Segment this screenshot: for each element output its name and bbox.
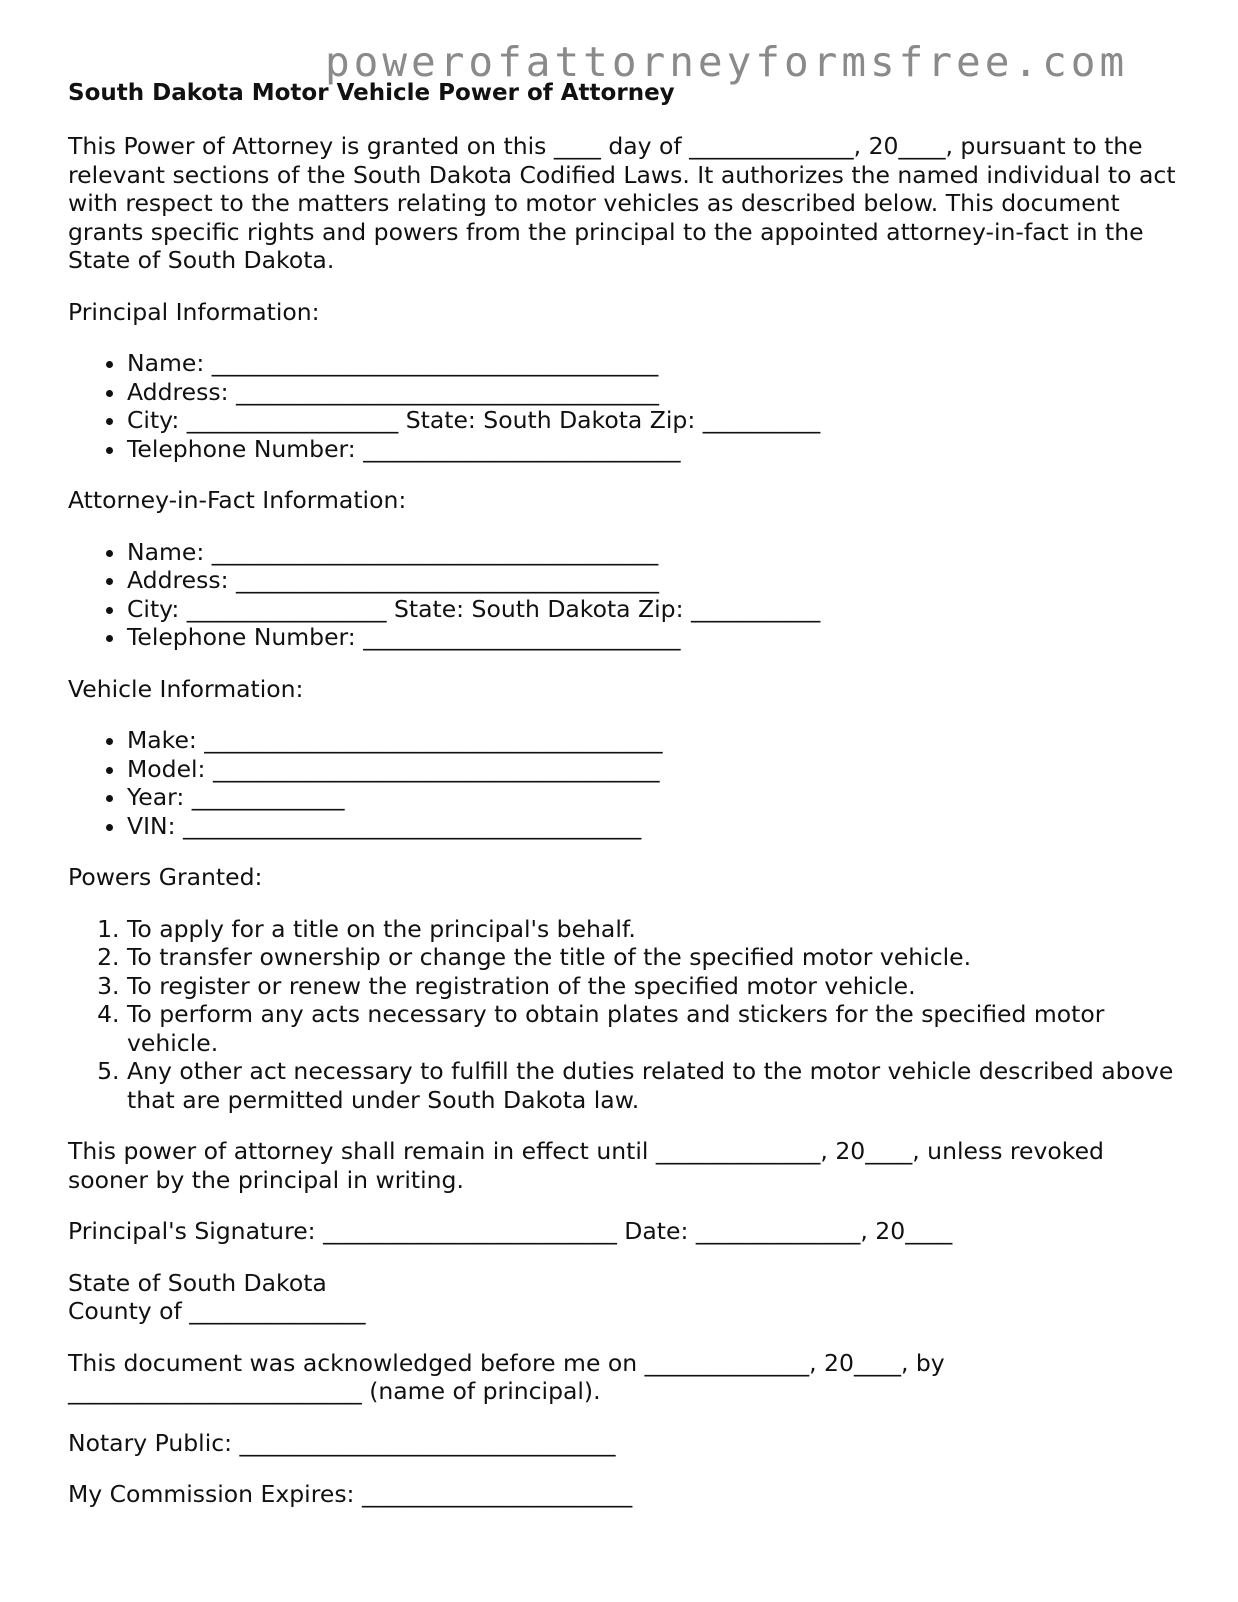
notary-public-line: Notary Public: ________________________________ [68,1428,616,1457]
vehicle-info-list [68,726,1178,840]
vehicle-make-field: • Make: _______________________________________ [127,726,1178,755]
vehicle-vin-field: • VIN: _______________________________________ [127,812,1178,841]
principal-section-label: Principal Information: [68,297,320,326]
power-item: 3. To register or renew the registration of the specified motor vehicle. [127,972,1178,1001]
principal-signature-line: Principal's Signature: _________________________ Date: ______________, 20____ [68,1217,953,1245]
acknowledgement-paragraph: This document was acknowledged before me on ______________, 20____, by _________________________ (name of principal). [68,1348,945,1405]
power-item: 5. Any other act necessary to fulfill the duties related to the motor vehicle described above that are permitted under South Dakota law. [127,1057,1178,1114]
venue-block [68,1269,1178,1326]
power-item: 1. To apply for a title on the principal's behalf. [127,915,1178,944]
attorney-section-label: Attorney-in-Fact Information: [68,486,407,514]
county-line: County of _______________ [68,1297,366,1325]
principal-telephone-field: • Telephone Number: ___________________________ [127,435,1178,464]
document-title: South Dakota Motor Vehicle Power of Attorney [68,80,675,106]
powers-section-label: Powers Granted: [68,863,263,891]
principal-city-state-zip-field: • City: __________________ State: South Dakota Zip: __________ [127,406,1178,435]
effect-paragraph: This power of attorney shall remain in effect until ______________, 20____, unless revoked sooner by the principal in writing. [68,1137,1104,1194]
vehicle-model-field: • Model: ______________________________________ [127,755,1178,784]
attorney-name-field: • Name: ______________________________________ [127,538,1178,567]
watermark: powerofattorneyformsfree.com [325,38,1129,86]
principal-address-field: • Address: ____________________________________ [127,378,1178,407]
attorney-info-list [68,538,1178,652]
attorney-city-state-zip-field: • City: _________________ State: South Dakota Zip: ___________ [127,595,1178,624]
powers-list [68,915,1178,1115]
attorney-telephone-field: • Telephone Number: ___________________________ [127,623,1178,652]
intro-paragraph: This Power of Attorney is granted on this ____ day of ______________, 20____, pursuant to the relevant sections of the South Dakota Codified Laws. It authorizes the named individual to act with respect to the matters relating to motor vehicles as described below. This document grants specific rights and powers from the principal to the appointed attorney-in-fact in the State of South Dakota. [68,132,1176,274]
vehicle-year-field: • Year: _____________ [127,783,1178,812]
commission-expires-line: My Commission Expires: _______________________ [68,1480,633,1508]
power-item: 4. To perform any acts necessary to obtain plates and stickers for the specified motor vehicle. [127,1000,1178,1057]
vehicle-section-label: Vehicle Information: [68,674,304,703]
principal-info-list [68,349,1178,463]
state-line: State of South Dakota [68,1268,327,1297]
attorney-address-field: • Address: ____________________________________ [127,566,1178,595]
principal-name-field: • Name: ______________________________________ [127,349,1178,378]
document-body [68,78,1178,1532]
power-item: 2. To transfer ownership or change the title of the specified motor vehicle. [127,943,1178,972]
